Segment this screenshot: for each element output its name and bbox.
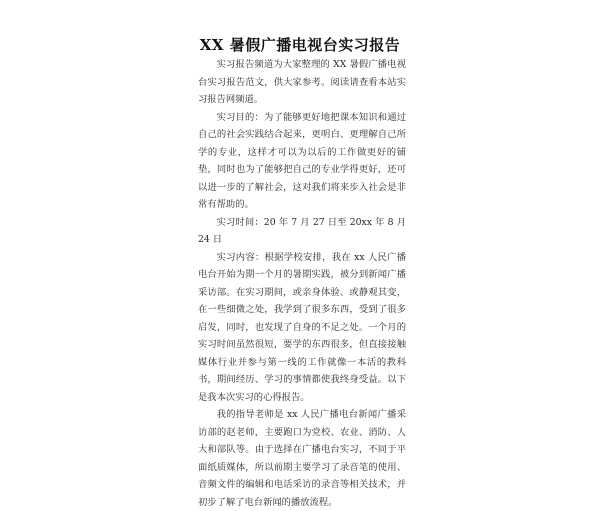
paragraph-purpose: 实习目的：为了能够更好地把课本知识和通过自己的社会实践结合起来，更明白、更理解自己所学的专业，这样才可以为以后的工作做更好的铺垫，同时也为了能够把自己的专业学得更好，还可以进一步的了解社会，这对我们将来步入社会是非常有帮助的。 bbox=[198, 111, 406, 210]
page-title: XX 暑假广播电视台实习报告 bbox=[199, 36, 401, 54]
paragraph-content: 实习内容：根据学校安排，我在 xx 人民广播电台开始为期一个月的暑期实践，被分到新闻广播采访部。在实习期间，或亲身体验、或静观其变，在一些细微之处，我学到了很多东西，受到了很多启发，同时，也发现了自身的不足之处。一个月的实习时间虽然很短，要学的东西很多，但直接接触媒体行业并参与第一线的工作就像一本活的教科书，期间经历、学习的事情都使我终身受益。以下是我本次实习的心得报告。 bbox=[198, 251, 406, 403]
paragraph-period: 实习时间：20 年 7 月 27 日至 20xx 年 8 月 24 日 bbox=[198, 216, 406, 245]
paragraph-intro: 实习报告频道为大家整理的 XX 暑假广播电视台实习报告范文，供大家参考。阅读请查看本站实习报告网频道。 bbox=[198, 59, 406, 105]
paragraph-mentor: 我的指导老师是 xx 人民广播电台新闻广播采访部的赵老师，主要跑口为党校、农业、消防、人大和部队等。由于选择在广播电台实习，不同于平面纸质媒体，所以前期主要学习了录音笔的使用、音频文件的编辑和电话采访的录音等相关技术，并初步了解了电台新闻的播放流程。 bbox=[198, 409, 406, 508]
report-body bbox=[198, 56, 406, 511]
